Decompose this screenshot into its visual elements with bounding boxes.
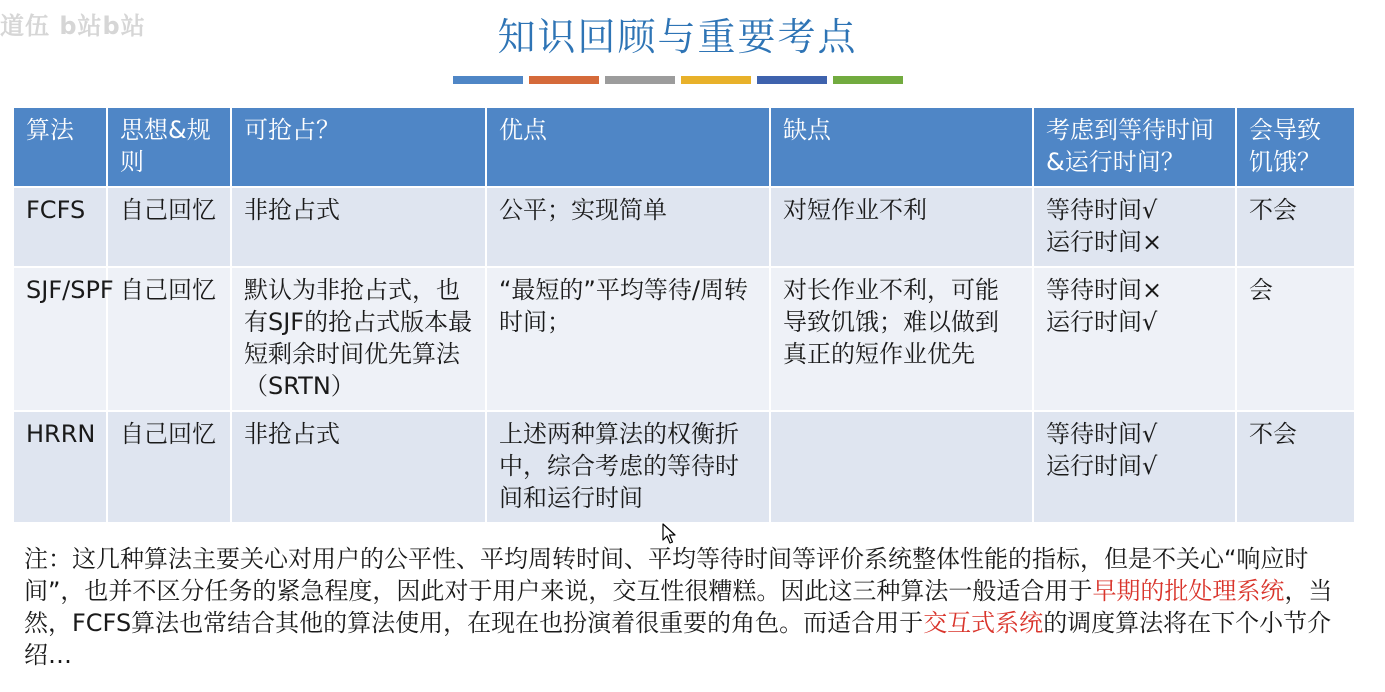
header-starvation: 会导致饥饿？	[1236, 107, 1355, 187]
run-time-line: 运行时间√	[1046, 308, 1158, 336]
cell-pros: 上述两种算法的权衡折中，综合考虑的等待时间和运行时间	[486, 411, 770, 523]
cell-idea: 自己回忆	[107, 411, 231, 523]
cell-preemptive: 非抢占式	[231, 411, 486, 523]
note-highlight-batch-systems: 早期的批处理系统	[1092, 577, 1285, 605]
table-header-row	[13, 107, 1355, 187]
wait-time-line: 等待时间√	[1046, 420, 1158, 448]
mouse-pointer-icon	[662, 523, 676, 545]
cell-idea: 自己回忆	[107, 187, 231, 267]
wait-time-line: 等待时间×	[1046, 276, 1163, 304]
cell-idea: 自己回忆	[107, 267, 231, 411]
slide-title: 知识回顾与重要考点	[497, 15, 858, 59]
table-row-hrrn	[13, 411, 1355, 523]
cell-preemptive: 默认为非抢占式，也有SJF的抢占式版本最短剩余时间优先算法（SRTN）	[231, 267, 486, 411]
footnote	[24, 543, 1334, 671]
decorative-color-bar	[453, 76, 903, 84]
cell-cons: 对长作业不利，可能导致饥饿；难以做到真正的短作业优先	[770, 267, 1033, 411]
header-algorithm: 算法	[13, 107, 107, 187]
cell-starvation: 会	[1236, 267, 1355, 411]
color-bar-segment	[529, 76, 599, 84]
cell-pros: 公平；实现简单	[486, 187, 770, 267]
header-pros: 优点	[486, 107, 770, 187]
header-preemptive: 可抢占？	[231, 107, 486, 187]
table-row-sjf	[13, 267, 1355, 411]
cell-algorithm: HRRN	[13, 411, 107, 523]
color-bar-segment	[605, 76, 675, 84]
cell-wait-run	[1033, 267, 1236, 411]
table-row-fcfs	[13, 187, 1355, 267]
wait-time-line: 等待时间√	[1046, 196, 1158, 224]
note-text: 注：这几种算法主要关心对用户的公平性、平均周转时间、平均等待时间等评价系统整体性能的指标，但是不关心“响应时间”，也并不区分任务的紧急程度，因此对于用户来说，交互性很糟糕。因此这三种算法一般适合用于	[24, 545, 1309, 605]
cell-preemptive: 非抢占式	[231, 187, 486, 267]
cell-cons	[770, 411, 1033, 523]
color-bar-segment	[681, 76, 751, 84]
cell-starvation: 不会	[1236, 411, 1355, 523]
color-bar-segment	[453, 76, 523, 84]
scheduling-algorithms-table	[12, 106, 1356, 524]
header-cons: 缺点	[770, 107, 1033, 187]
cell-wait-run	[1033, 411, 1236, 523]
cell-algorithm: SJF/SPF	[13, 267, 107, 411]
note-highlight-interactive-systems: 交互式系统	[923, 609, 1044, 637]
cell-cons: 对短作业不利	[770, 187, 1033, 267]
run-time-line: 运行时间√	[1046, 452, 1158, 480]
watermark: 道伍 b站b站	[0, 12, 146, 40]
header-wait-run-time: 考虑到等待时间&运行时间？	[1033, 107, 1236, 187]
run-time-line: 运行时间×	[1046, 228, 1163, 256]
cell-starvation: 不会	[1236, 187, 1355, 267]
cell-pros: “最短的”平均等待/周转时间；	[486, 267, 770, 411]
cell-algorithm: FCFS	[13, 187, 107, 267]
color-bar-segment	[833, 76, 903, 84]
note-text: ，当然，FCFS算法也常结合其他的算法使用，在现在也扮演着很重要的角色。而适合用于	[24, 577, 1333, 637]
note-text: 的调度算法将在下个小节介绍…	[24, 609, 1332, 669]
cell-wait-run	[1033, 187, 1236, 267]
header-idea-rules: 思想&规则	[107, 107, 231, 187]
color-bar-segment	[757, 76, 827, 84]
